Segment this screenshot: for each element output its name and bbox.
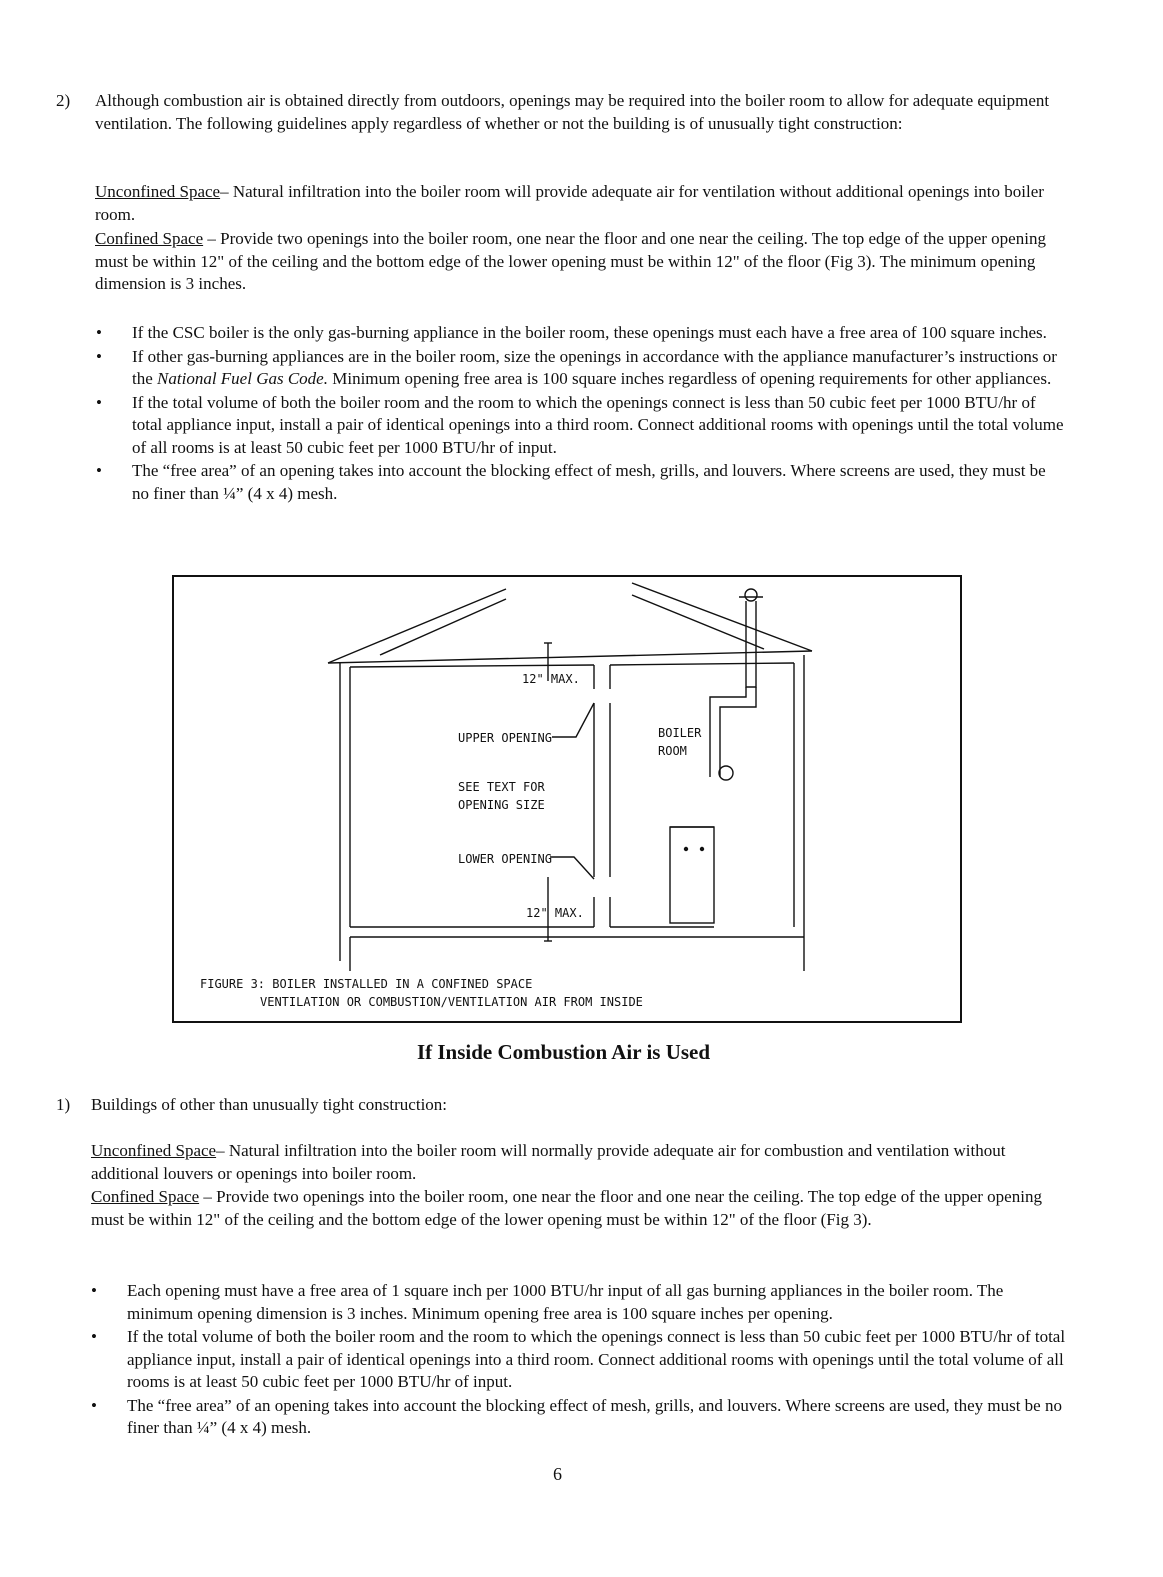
list-item: • The “free area” of an opening takes into account the blocking effect of mesh, grills, and louvers. Where screens are used, they must be no finer than ¼” (4 x 4) mesh.	[91, 1395, 1066, 1440]
list-item: • If the total volume of both the boiler room and the room to which the openings connect is less than 50 cubic feet per 1000 BTU/hr of total appliance input, install a pair of identical openings into a third room. Connect additional rooms with openings until the total volume of all rooms is at least 50 cubic feet per 1000 BTU/hr of input.	[91, 1326, 1066, 1394]
label-boiler-room-2: ROOM	[658, 744, 687, 758]
unconfined-text: – Natural infiltration into the boiler room will normally provide adequate air for combustion and ventilation without additional louvers or openings into boiler room.	[91, 1141, 1006, 1183]
section-2-confined	[91, 1186, 1066, 1231]
label-12-max-bottom: 12" MAX.	[526, 906, 584, 920]
figure-caption-line-2: VENTILATION OR COMBUSTION/VENTILATION AIR FROM INSIDE	[260, 995, 643, 1009]
section-heading: If Inside Combustion Air is Used	[416, 1040, 711, 1064]
list-item: • If the total volume of both the boiler room and the room to which the openings connect is less than 50 cubic feet per 1000 BTU/hr of total appliance input, install a pair of identical openings into a third room. Connect additional rooms with openings until the total volume of all rooms is at least 50 cubic feet per 1000 BTU/hr of input.	[96, 392, 1066, 460]
bullet-italic-ref: National Fuel Gas Code.	[157, 369, 328, 388]
roof-left-line	[328, 589, 506, 663]
boiler-unit	[670, 827, 714, 923]
label-see-text-2: OPENING SIZE	[458, 798, 545, 812]
ceiling-left	[350, 665, 594, 667]
label-boiler-room-1: BOILER	[658, 726, 702, 740]
label-see-text-1: SEE TEXT FOR	[458, 780, 545, 794]
confined-label: Confined Space	[95, 229, 204, 248]
confined-text: – Provide two openings into the boiler room, one near the floor and one near the ceiling. The top edge of the upper opening must be within 12" of the ceiling and the bottom edge of the lower opening must be within 12" of the floor (Fig 3).	[91, 1187, 1042, 1229]
list-item: • If the CSC boiler is the only gas-burning appliance in the boiler room, these openings must each have a free area of 100 square inches.	[96, 322, 1066, 345]
unconfined-text: – Natural infiltration into the boiler room will provide adequate air for ventilation without additional openings into boiler room.	[95, 182, 1044, 224]
vent-connector	[710, 687, 746, 777]
ceiling-right	[610, 663, 794, 665]
section-1-confined	[95, 228, 1065, 296]
boiler-room-diagram	[174, 577, 960, 1021]
section-1-unconfined	[95, 181, 1065, 226]
section-1-intro: Although combustion air is obtained directly from outdoors, openings may be required into the boiler room to allow for adequate equipment ventilation. The following guidelines apply regardless of whether or not the building is of unusually tight construction:	[95, 91, 1050, 133]
bullet-text: Minimum opening free area is 100 square inches regardless of opening requirements for other appliances.	[327, 369, 1052, 388]
upper-opening-leader	[552, 703, 594, 737]
section-2-intro: Buildings of other than unusually tight construction:	[91, 1095, 448, 1114]
bullet-text: If other gas-burning appliances are in the boiler room, size the openings in accordance with the appliance manufacturer’s instructions or the	[132, 346, 1057, 388]
roof-right-inner-line	[632, 595, 764, 649]
label-12-max-top: 12" MAX.	[522, 672, 580, 686]
list-item	[96, 346, 1066, 391]
figure-3	[172, 575, 962, 1023]
confined-text: – Provide two openings into the boiler room, one near the floor and one near the ceiling. The top edge of the upper opening must be within 12" of the ceiling and the bottom edge of the lower opening must be within 12" of the floor (Fig 3). The minimum opening dimension is 3 inches.	[95, 229, 1046, 293]
lower-opening-leader	[550, 857, 594, 879]
section-1-bullets	[96, 322, 1066, 506]
section-2-unconfined	[91, 1140, 1066, 1185]
label-lower-opening: LOWER OPENING	[458, 852, 552, 866]
roof-right-line	[632, 583, 812, 651]
roof-base-line	[328, 651, 812, 663]
unconfined-label: Unconfined Space	[91, 1141, 217, 1160]
list-item: • Each opening must have a free area of 1 square inch per 1000 BTU/hr input of all gas burning appliances in the boiler room. The minimum opening dimension is 3 inches. Minimum opening free area is 100 square inches per opening.	[91, 1280, 1066, 1325]
confined-label: Confined Space	[91, 1187, 200, 1206]
figure-caption-line-1: FIGURE 3: BOILER INSTALLED IN A CONFINED SPACE	[200, 977, 533, 991]
roof-left-inner-line	[380, 599, 506, 655]
section-1-number: 2)	[56, 91, 71, 110]
page-number: 6	[553, 1464, 562, 1484]
unconfined-label: Unconfined Space	[95, 182, 221, 201]
list-item: • The “free area” of an opening takes into account the blocking effect of mesh, grills, and louvers. Where screens are used, they must be no finer than ¼” (4 x 4) mesh.	[96, 460, 1066, 505]
section-2-number: 1)	[56, 1095, 71, 1114]
section-2-bullets	[91, 1280, 1066, 1441]
label-upper-opening: UPPER OPENING	[458, 731, 552, 745]
